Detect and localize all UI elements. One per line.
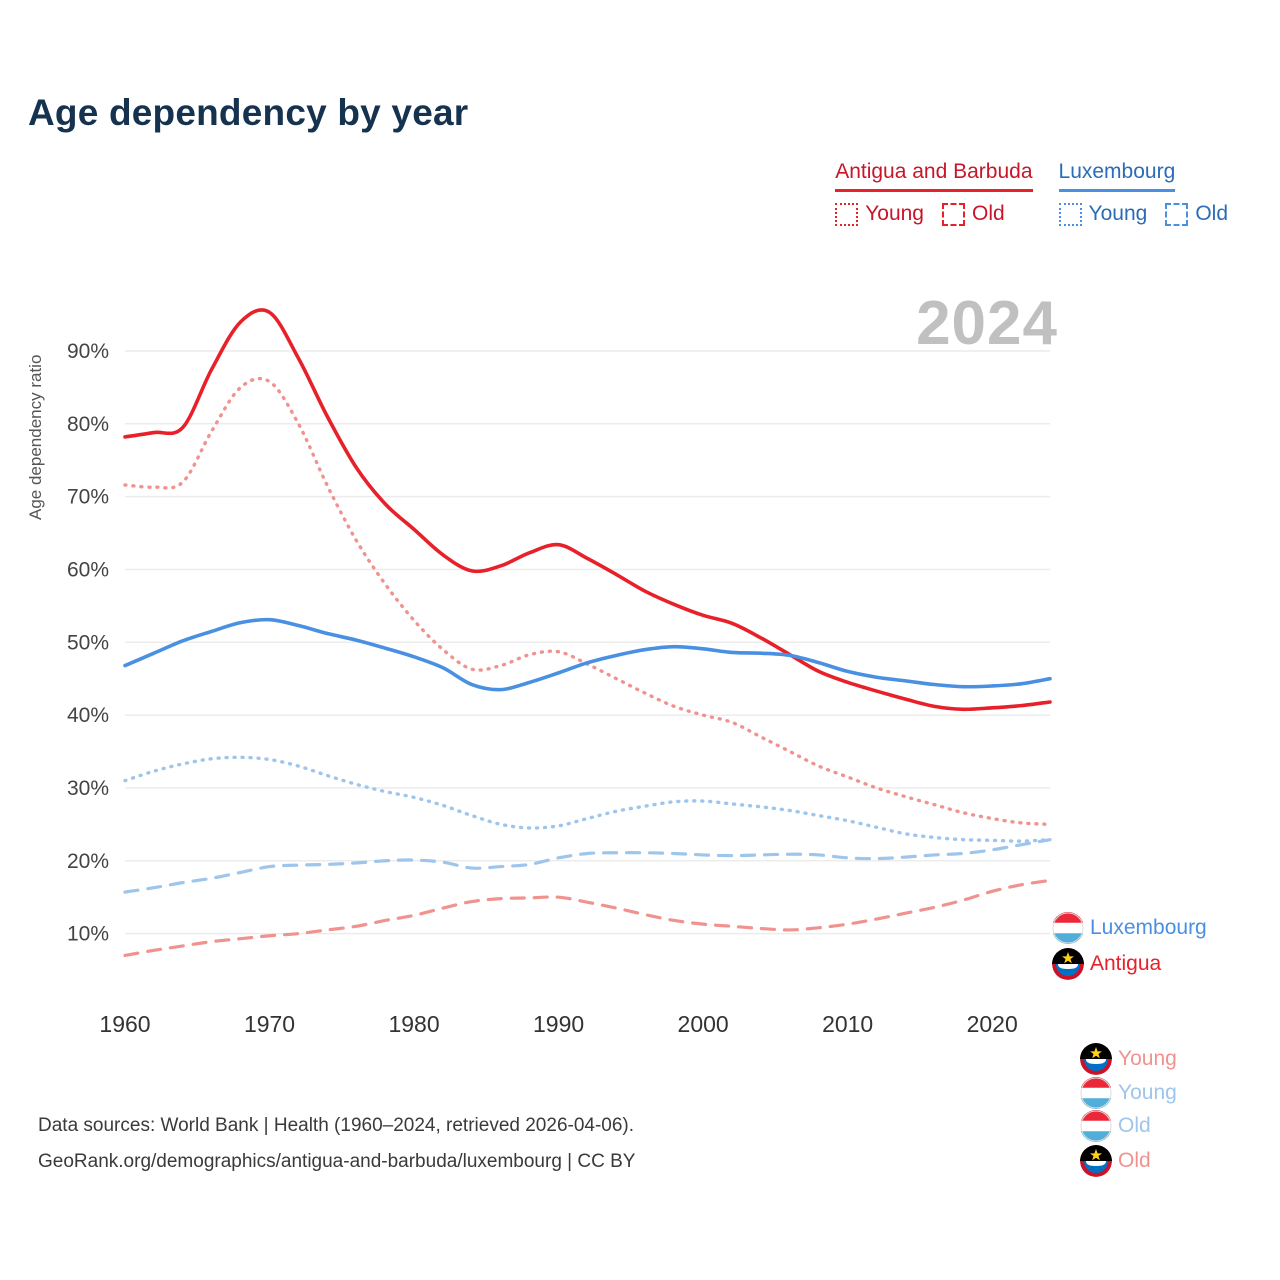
legend-item-luxembourg-old[interactable] <box>1165 202 1228 226</box>
y-axis-tick-label: 70% <box>66 485 109 509</box>
legend-item-luxembourg-young[interactable] <box>1059 202 1148 226</box>
end-label-luxembourg-old[interactable] <box>1080 1110 1151 1142</box>
data-series-line <box>125 620 1050 690</box>
end-label-antigua-young[interactable] <box>1080 1043 1177 1075</box>
legend-label-luxembourg-young: Young <box>1088 202 1148 225</box>
y-axis-tick-label: 50% <box>66 631 109 655</box>
y-axis-tick-label: 90% <box>66 339 109 363</box>
flag-antigua-icon <box>1052 948 1084 980</box>
end-label-antigua-text: Antigua <box>1090 952 1162 975</box>
y-axis-tick-label: 60% <box>66 558 109 582</box>
end-label-luxembourg-young[interactable] <box>1080 1077 1177 1109</box>
legend-group-luxembourg <box>1059 160 1228 226</box>
plot-area <box>0 250 1280 1070</box>
flag-luxembourg-icon <box>1080 1077 1112 1109</box>
page-title: Age dependency by year <box>28 92 469 133</box>
y-axis-tick-label: 40% <box>66 704 109 728</box>
end-label-luxembourg-text: Luxembourg <box>1090 916 1207 939</box>
footer <box>38 1108 635 1180</box>
legend-label-antigua-young: Young <box>865 202 924 225</box>
y-axis-tick-label: 10% <box>66 922 109 946</box>
legend-item-antigua-old[interactable] <box>942 202 1005 226</box>
data-series-line <box>125 880 1050 955</box>
y-axis-tick-label: 20% <box>66 849 109 873</box>
footer-data-sources: Data sources: World Bank | Health (1960–2024, retrieved 2026-04-06). <box>38 1115 635 1136</box>
chart-legend <box>835 160 1228 226</box>
line-chart <box>0 250 1280 1070</box>
year-highlight: 2024 <box>916 289 1058 358</box>
x-axis-tick-label: 2000 <box>677 1011 729 1037</box>
legend-item-antigua-young[interactable] <box>835 202 924 226</box>
end-label-antigua-old[interactable] <box>1080 1145 1151 1177</box>
legend-country-luxembourg[interactable]: Luxembourg <box>1059 160 1176 192</box>
y-axis-label: Age dependency ratio <box>26 354 45 520</box>
end-label-luxembourg-young-text: Young <box>1118 1081 1177 1104</box>
dotted-line-swatch-icon <box>835 203 858 226</box>
legend-country-antigua[interactable]: Antigua and Barbuda <box>835 160 1032 192</box>
x-axis-tick-label: 1970 <box>243 1011 296 1037</box>
end-label-luxembourg-old-text: Old <box>1118 1114 1151 1137</box>
y-axis-tick-label: 80% <box>66 412 109 436</box>
x-axis-tick-label: 2010 <box>822 1011 874 1037</box>
y-axis-tick-label: 30% <box>66 776 109 800</box>
data-series-line <box>125 840 1050 892</box>
dotted-line-swatch-icon <box>1059 203 1082 226</box>
end-label-antigua-old-text: Old <box>1118 1149 1151 1172</box>
dashed-line-swatch-icon <box>942 203 965 226</box>
x-axis-tick-label: 1990 <box>533 1011 585 1037</box>
x-axis-tick-label: 1960 <box>99 1011 151 1037</box>
flag-antigua-icon <box>1080 1145 1112 1177</box>
end-label-luxembourg[interactable] <box>1052 912 1207 944</box>
end-label-antigua-young-text: Young <box>1118 1047 1177 1070</box>
x-axis-tick-label: 2020 <box>966 1011 1018 1037</box>
legend-label-antigua-old: Old <box>971 202 1005 225</box>
footer-attribution: GeoRank.org/demographics/antigua-and-barbuda/luxembourg | CC BY <box>38 1151 636 1173</box>
flag-luxembourg-icon <box>1052 912 1084 944</box>
data-series-line <box>125 379 1050 825</box>
x-axis-tick-label: 1980 <box>388 1011 440 1037</box>
legend-label-luxembourg-old: Old <box>1195 202 1228 225</box>
legend-group-antigua <box>835 160 1032 226</box>
end-label-antigua[interactable] <box>1052 948 1161 980</box>
flag-luxembourg-icon <box>1080 1110 1112 1142</box>
flag-antigua-icon <box>1080 1043 1112 1075</box>
data-series-line <box>125 310 1050 709</box>
dashed-line-swatch-icon <box>1165 203 1188 226</box>
